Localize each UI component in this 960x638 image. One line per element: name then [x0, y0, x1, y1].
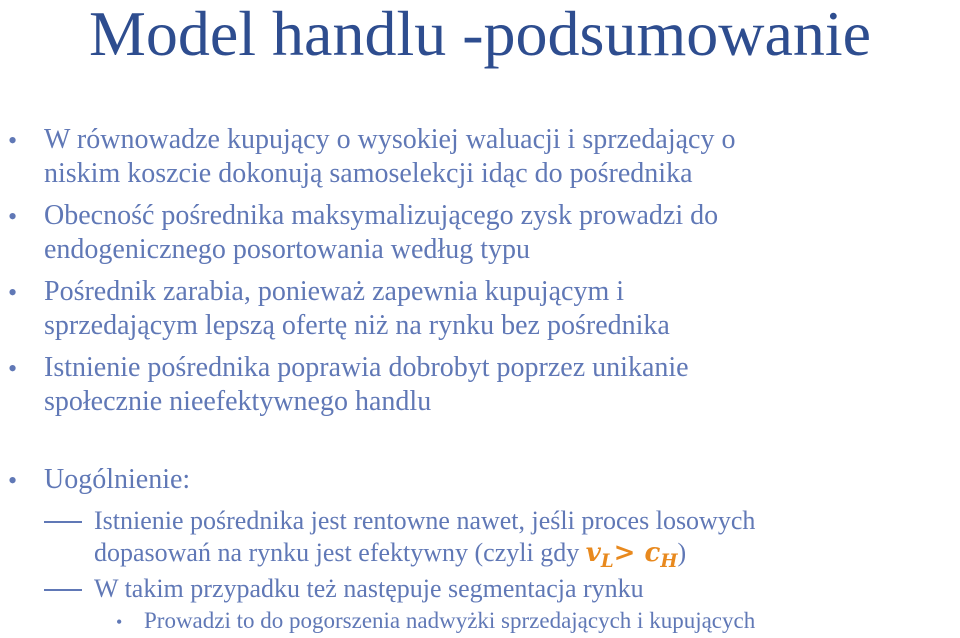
bullet-marker: •: [8, 278, 18, 307]
bullet-3-line-2: sprzedającym lepszą ofertę niż na rynku bez pośrednika: [44, 310, 670, 341]
bullet-marker: •: [8, 126, 18, 155]
sub-sub-item-1: Prowadzi to do pogorszenia nadwyżki sprzedających i kupujących: [144, 608, 756, 633]
variable-c-h: $c_H$: [644, 538, 678, 573]
sub-item-dash: [44, 589, 82, 591]
sub-item-1-line-1: Istnienie pośrednika jest rentowne nawet, jeśli proces losowych: [94, 506, 756, 535]
bullet-4-line-2: społecznie nieefektywnego handlu: [44, 386, 432, 417]
sub-item-1-line-2: [94, 538, 686, 577]
sub-sub-bullet-marker: •: [116, 612, 123, 632]
bullet-marker: •: [8, 202, 18, 231]
bullet-4-line-1: Istnienie pośrednika poprawia dobrobyt poprzez unikanie: [44, 352, 689, 383]
variable-v-l: $v_L$: [585, 538, 614, 573]
bullet-2-line-2: endogenicznego posortowania według typu: [44, 234, 530, 265]
slide-title: Model handlu -podsumowanie: [88, 0, 872, 69]
sub-item-1-line-2-prefix: dopasowań na rynku jest efektywny (czyli gdy: [94, 538, 586, 567]
bullet-marker: •: [8, 354, 18, 383]
sub-item-dash: [44, 521, 82, 523]
bullet-1-line-1: W równowadze kupujący o wysokiej waluacji i sprzedający o: [44, 124, 736, 155]
bullet-1-line-2: niskim koszcie dokonują samoselekcji idąc do pośrednika: [44, 158, 693, 189]
bullet-5-line-1: Uogólnienie:: [44, 464, 191, 495]
sub-item-2-line-1: W takim przypadku też następuje segmentacja rynku: [94, 574, 644, 603]
greater-than-sign: >: [613, 538, 636, 568]
bullet-3-line-1: Pośrednik zarabia, ponieważ zapewnia kupującym i: [44, 276, 625, 307]
bullet-2-line-1: Obecność pośrednika maksymalizującego zysk prowadzi do: [44, 200, 719, 231]
sub-item-1-line-2-suffix: ): [677, 538, 687, 567]
bullet-marker: •: [8, 466, 18, 495]
